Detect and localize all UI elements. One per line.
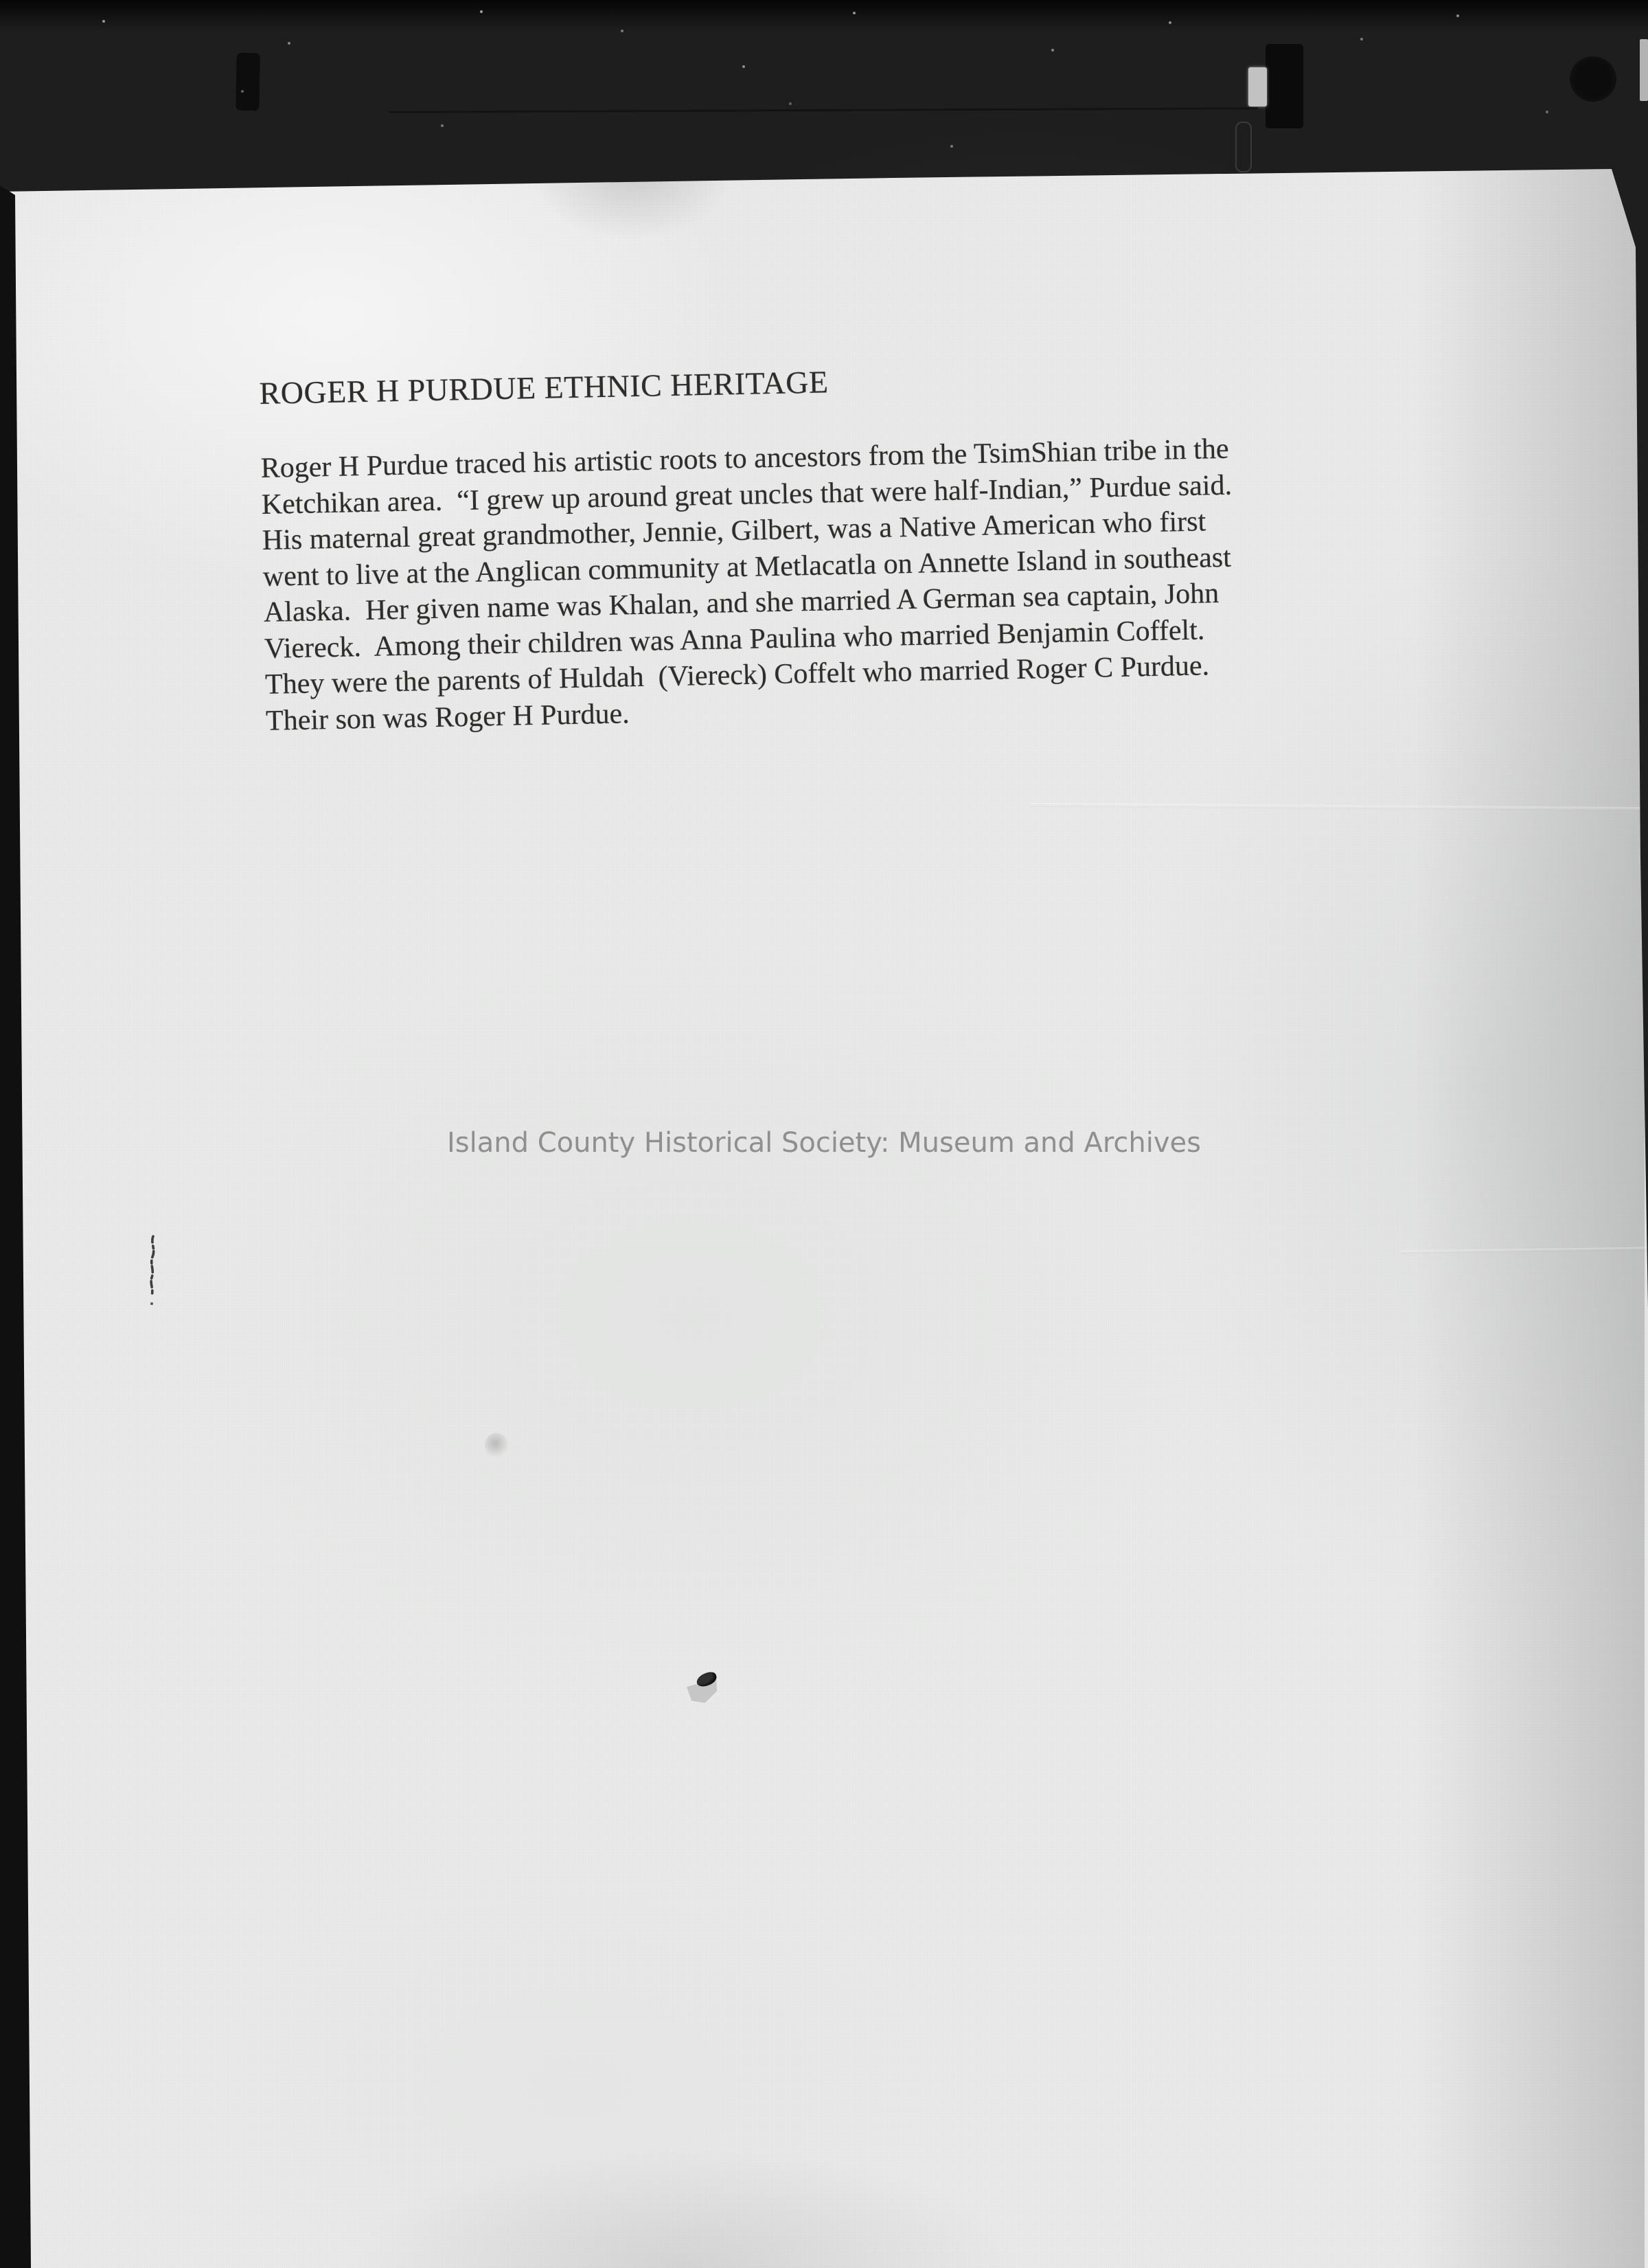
scanner-bracket-highlight (1248, 67, 1267, 106)
paper-crease (1401, 1247, 1648, 1254)
paragraph-line: Their son was Roger H Purdue. (265, 697, 630, 737)
paragraph-line: His maternal great grandmother, Jennie, Gilbert, was a Native American who first (262, 506, 1206, 556)
scanner-edge-highlight (1640, 39, 1648, 101)
paragraph-line: Roger H Purdue traced his artistic roots to ancestors from the TsimShian tribe in the (260, 433, 1229, 484)
dust-specks (0, 0, 1, 1)
pen-mark (143, 1232, 166, 1313)
scanner-bracket-mark (1266, 44, 1303, 128)
document-paragraph (260, 427, 1433, 739)
scanner-slot-mark (236, 53, 260, 111)
paragraph-line: Ketchikan area. “I grew up around great uncles that were half-Indian,” Purdue said. (261, 469, 1233, 521)
paper-speck (695, 1670, 718, 1688)
paper-right-shadow (1415, 169, 1645, 2268)
watermark-text: Island County Historical Society: Museum and Archives (446, 1127, 1201, 1159)
scanner-slot-outline (1235, 122, 1252, 172)
paragraph-line: Alaska. Her given name was Khalan, and she married A German sea captain, John (263, 578, 1220, 628)
paper-bottom-shadow (357, 2150, 1016, 2268)
paper-smudge (485, 1433, 508, 1459)
paper-crease (1030, 803, 1645, 811)
paragraph-line: Viereck. Among their children was Anna Paulina who married Benjamin Coffelt. (264, 613, 1205, 665)
scanner-hole (1570, 56, 1616, 102)
paper-speck-shadow (686, 1676, 718, 1703)
document-title: ROGER H PURDUE ETHNIC HERITAGE (259, 364, 829, 411)
scanner-background-left-strip (0, 185, 41, 2268)
paragraph-line: They were the parents of Huldah (Viereck) Coffelt who married Roger C Purdue. (264, 650, 1210, 701)
document-text-block (259, 351, 1433, 739)
paragraph-line: went to live at the Anglican community at Metlacatla on Annette Island in southeast (262, 541, 1232, 593)
